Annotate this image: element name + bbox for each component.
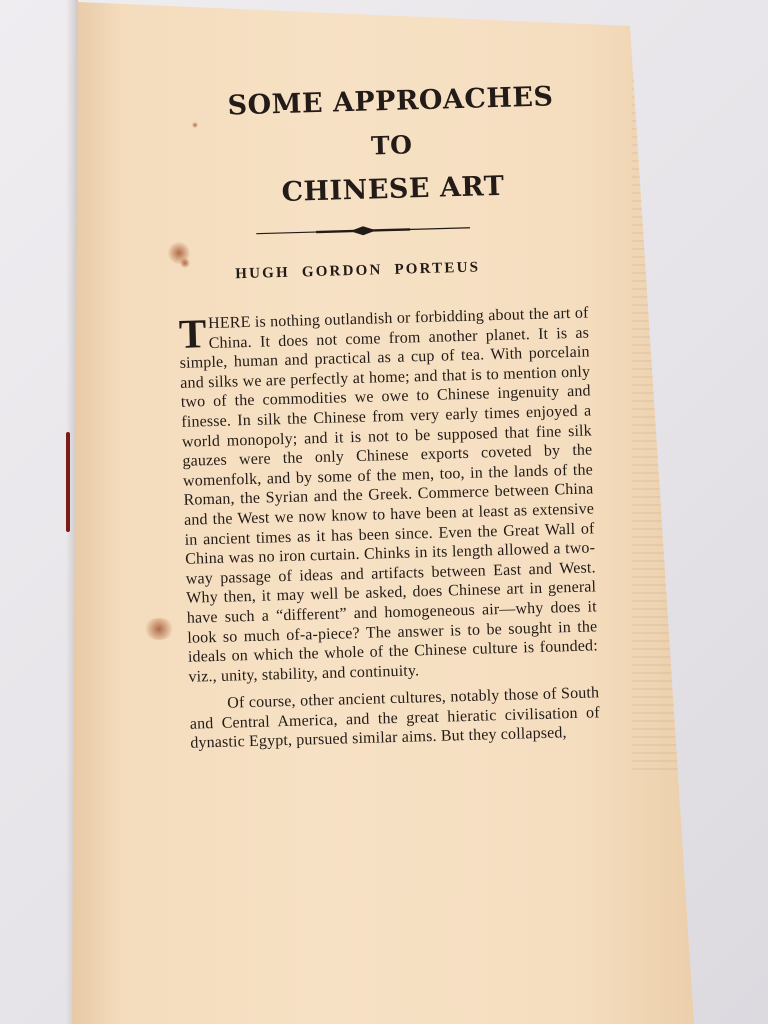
spine-binding-mark — [66, 432, 70, 532]
foxing-spot — [144, 618, 174, 640]
title-line-3: CHINESE ART — [281, 170, 505, 208]
drop-cap: T — [178, 310, 208, 357]
title-line-2: TO — [370, 130, 413, 161]
body-text — [178, 303, 600, 753]
title-line-1: SOME APPROACHES — [227, 81, 554, 122]
document-content — [172, 75, 600, 754]
author-name: HUGH GORDON PORTEUS — [235, 259, 481, 283]
paragraph-1-text: HERE is nothing outlandish or forbidding about the art of China. It does not come from another planet. It is as simple, human and practical as a cup of tea. With porcelain and silks we are perfectly at home; and that is to mention only two of the commodities we owe to Chinese ingenuity and finesse. In silk the Chinese from very early times enjoyed a world monopoly; and it is not to be supposed that fine silk gauzes were the only Chinese exports coveted by the womenfolk, and by some of the men, too, in the lands of the Roman, the Syrian and the Greek. Commerce between China and the West we now know to have been at least as extensive in ancient times as it has been since. Even the Great Wall of China was no iron curtain. Chinks in its length allowed a two-way passage of ideas and artifacts between East and West. Why then, it may well be asked, does Chinese art in general have such a “different” and homogeneous air—why does it look so much of-a-piece? The answer is to be sought in the ideals on which the whole of the Chinese culture is founded: viz., unity, stability, and continuity. — [179, 304, 599, 686]
paragraph-1 — [178, 303, 598, 687]
paragraph-2: Of course, other ancient cultures, notably those of South and Central America, and the great hieratic civilisation of dynastic Egypt, pursued similar aims. But they collapsed, — [189, 684, 600, 753]
ornamental-rule-icon — [256, 222, 470, 240]
